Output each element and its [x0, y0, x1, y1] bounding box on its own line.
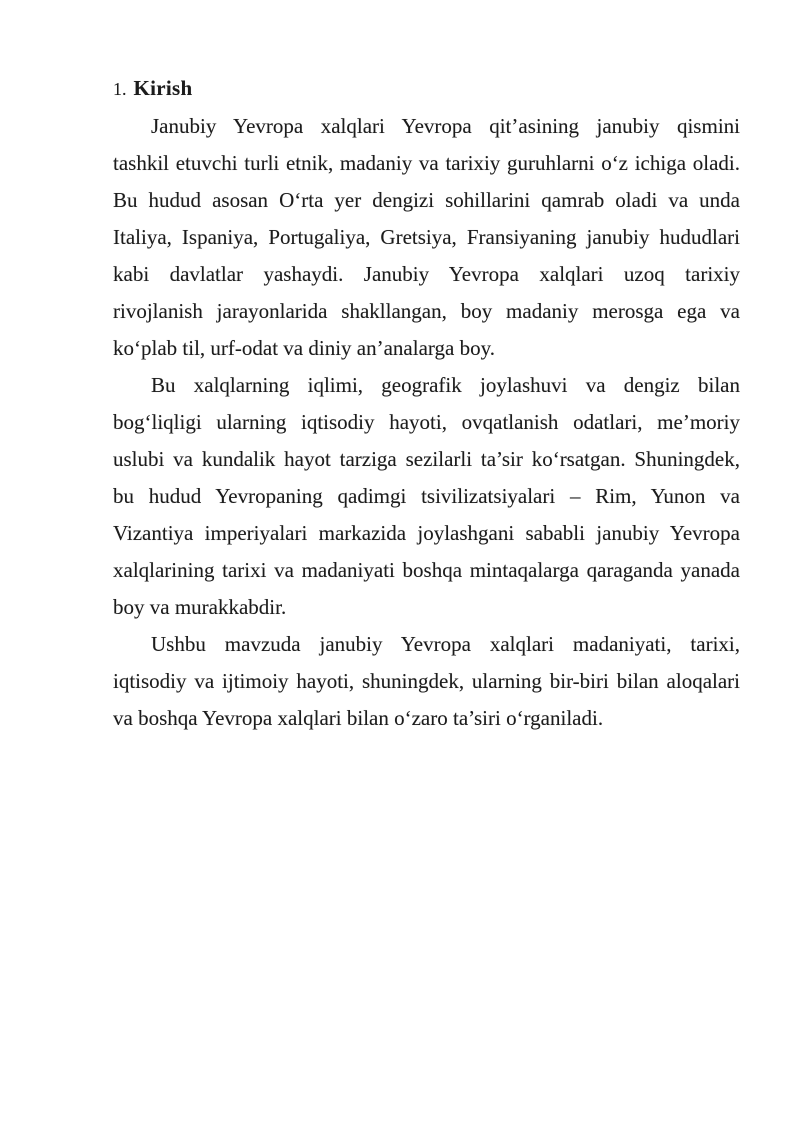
text-line: va boshqa Yevropa xalqlari bilan oʻzaro ta’siri oʻrganiladi. [113, 706, 604, 730]
text-line: koʻplab til, urf-odat va diniy an’analarga boy. [113, 336, 495, 360]
text-line: xalqlarining tarixi va madaniyati boshqa mintaqalarga qaraganda yanada [113, 558, 740, 582]
text-line: tashkil etuvchi turli etnik, madaniy va tarixiy guruhlarni oʻz ichiga oladi. [113, 151, 740, 175]
heading-number: 1. [113, 79, 127, 99]
heading-title: Kirish [133, 76, 193, 100]
paragraph-intro-1 [113, 108, 740, 367]
text-line: Vizantiya imperiyalari markazida joylashgani sababli janubiy Yevropa [113, 521, 740, 545]
document-content [113, 70, 740, 737]
text-line: bu hudud Yevropaning qadimgi tsivilizatsiyalari – Rim, Yunon va [113, 484, 740, 508]
paragraph-intro-3 [113, 626, 740, 737]
text-line: iqtisodiy va ijtimoiy hayoti, shuningdek, ularning bir-biri bilan aloqalari [113, 669, 740, 693]
paragraph-intro-2 [113, 367, 740, 626]
text-line: bogʻliqligi ularning iqtisodiy hayoti, ovqatlanish odatlari, me’moriy [113, 410, 740, 434]
text-line: Italiya, Ispaniya, Portugaliya, Gretsiya, Fransiyaning janubiy hududlari [113, 225, 740, 249]
section-heading [113, 70, 740, 108]
text-line: rivojlanish jarayonlarida shakllangan, boy madaniy merosga ega va [113, 299, 740, 323]
text-line: Janubiy Yevropa xalqlari Yevropa qit’asining janubiy qismini [151, 114, 740, 138]
text-line: Bu hudud asosan Oʻrta yer dengizi sohillarini qamrab oladi va unda [113, 188, 740, 212]
text-line: Bu xalqlarning iqlimi, geografik joylashuvi va dengiz bilan [151, 373, 740, 397]
text-line: boy va murakkabdir. [113, 595, 287, 619]
text-line: Ushbu mavzuda janubiy Yevropa xalqlari madaniyati, tarixi, [151, 632, 740, 656]
text-line: uslubi va kundalik hayot tarziga sezilarli ta’sir koʻrsatgan. Shuningdek, [113, 447, 740, 471]
text-line: kabi davlatlar yashaydi. Janubiy Yevropa xalqlari uzoq tarixiy [113, 262, 740, 286]
